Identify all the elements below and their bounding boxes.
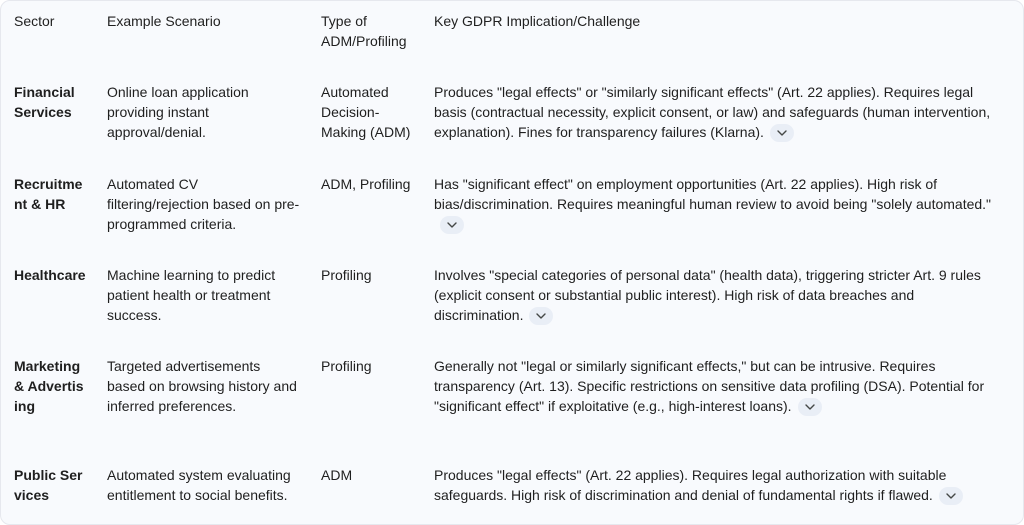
cell-implication [424,460,1014,525]
cell-scenario: Machine learning to predict patient health or treatment success. [107,267,276,323]
cell-type: Automated Decision-Making (ADM) [321,84,411,140]
cell-type: Profiling [321,267,372,283]
chevron-down-icon [536,313,546,319]
chevron-down-icon [946,493,956,499]
cell-sector: Recruitment & HR [14,176,83,212]
table-row [4,77,1014,169]
implication-text: Produces "legal effects" or "similarly significant effects" (Art. 22 applies). Requires legal basis (contractual necessity, explicit consent, or law) and safeguards (human intervention, explanation). Fines for transparency failures (Klarna). [434,84,991,140]
cell-implication [424,77,1014,169]
cell-scenario: Automated system evaluating entitlement to social benefits. [107,467,291,503]
cell-implication [424,260,1014,351]
expand-button[interactable] [440,216,464,234]
expand-button[interactable] [939,487,963,505]
cell-scenario: Targeted advertisements based on browsing history and inferred preferences. [107,358,297,414]
implication-text: Produces "legal effects" (Art. 22 applies). Requires legal authorization with suitable safeguards. High risk of discrimination and denial of fundamental rights if flawed. [434,467,947,503]
header-implication: Key GDPR Implication/Challenge [434,13,641,29]
chevron-down-icon [805,404,815,410]
cell-scenario: Automated CV filtering/rejection based on pre-programmed criteria. [107,176,300,232]
cell-sector: Financial Services [14,84,75,120]
cell-sector: Healthcare [14,267,86,283]
table-row [4,169,1014,260]
header-example-scenario: Example Scenario [107,13,221,29]
header-sector: Sector [14,13,55,29]
cell-sector: Marketing & Advertising [14,358,84,414]
expand-button[interactable] [770,124,794,142]
expand-button[interactable] [529,307,553,325]
table-row [4,460,1014,525]
implication-text: Involves "special categories of personal data" (health data), triggering stricter Art. 9 rules (explicit consent or substantial public interest). High risk of data breaches and discrimination. [434,267,981,323]
cell-type: Profiling [321,358,372,374]
cell-implication [424,351,1014,460]
gdpr-adm-table [4,1,1014,525]
cell-sector: Public Services [14,467,83,503]
table-header-row [4,1,1014,77]
cell-implication [424,169,1014,260]
table-row [4,260,1014,351]
cell-type: ADM [321,467,353,483]
cell-scenario: Online loan application providing instant approval/denial. [107,84,249,140]
cell-type: ADM, Profiling [321,176,411,192]
table-row [4,351,1014,460]
chevron-down-icon [447,222,457,228]
expand-button[interactable] [798,398,822,416]
chevron-down-icon [777,130,787,136]
header-type: Type of ADM/Profiling [321,13,407,49]
implication-text: Generally not "legal or similarly significant effects," but can be intrusive. Requires transparency (Art. 13). Specific restrictions on sensitive data profiling (DSA). Potential for "significant effect" if exploitative (e.g., high-interest loans). [434,358,985,414]
implication-text: Has "significant effect" on employment opportunities (Art. 22 applies). High risk of bias/discrimination. Requires meaningful human review to avoid being "solely automated." [434,176,992,212]
